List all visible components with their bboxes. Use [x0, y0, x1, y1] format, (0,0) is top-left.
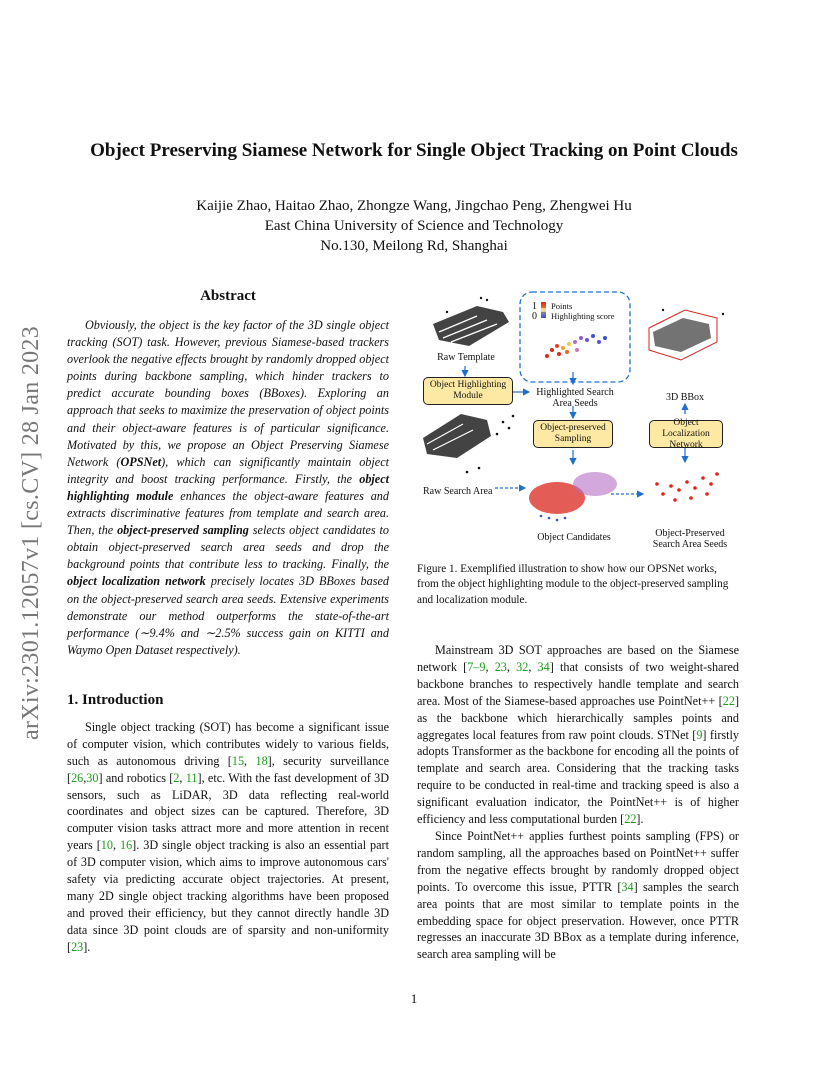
citation-link[interactable]: 9 — [696, 727, 703, 742]
3d-bbox-label: 3D BBox — [665, 392, 705, 403]
citation-link[interactable]: 30 — [86, 770, 99, 785]
citation-link[interactable]: 32 — [516, 659, 529, 674]
object-localization-network-box: Object Localization Network — [649, 420, 723, 448]
citation-link[interactable]: 22 — [624, 812, 637, 827]
citation-link[interactable]: 26 — [71, 770, 84, 785]
raw-search-area-cloud — [423, 414, 514, 473]
highlighted-seeds-cloud — [545, 334, 607, 358]
paper-title: Object Preserving Siamese Network for Single Object Tracking on Point Clouds — [90, 140, 738, 161]
raw-search-area-label: Raw Search Area — [423, 486, 493, 497]
right-column — [417, 288, 739, 608]
abstract-heading: Abstract — [200, 288, 256, 304]
raw-template-label: Raw Template — [437, 352, 495, 363]
citation-link[interactable]: 15 — [231, 753, 245, 768]
affiliation: East China University of Science and Technology — [264, 218, 564, 234]
citation-link[interactable]: 34 — [537, 659, 550, 674]
legend-low-value: 0 — [532, 311, 537, 322]
citation-link[interactable]: 18 — [255, 753, 268, 768]
citation-link[interactable]: 16 — [119, 838, 133, 853]
section-heading-introduction: 1. Introduction — [67, 691, 164, 708]
3d-bbox-cloud — [649, 309, 724, 360]
object-preserved-sampling-box: Object-preserved Sampling — [533, 420, 613, 448]
legend-points-label: Points — [551, 301, 573, 311]
citation-link[interactable]: 10 — [100, 838, 113, 853]
page-number: 1 — [410, 991, 418, 1006]
abstract-text: Obviously, the object is the key factor of the 3D single object tracking (SOT) task. However, previous Siamese-based trackers overlook the negative effects brought by randomly dropped object points during backbone sampling, which hinder trackers to predict accurate bounding boxes (BBoxes). Exploring an approach that seeks to maximize the preservation of object points and their object-aware features is of particular significance. Motivated by this, we propose an Object Preserving Siamese Network (OPSNet), which can significantly maintain object integrity and boost tracking performance. Firstly, the object highlighting module enhances the object-aware features and extracts discriminative features from template and search area. Then, the object-preserved sampling selects object candidates to obtain object-preserved search area seeds and drop the background points that contribute less to tracking. Finally, the object localization network precisely locates 3D BBoxes based on the object-preserved search area seeds. Extensive experiments demonstrate our method outperforms the state-of-the-art performance (∼9.4% and ∼2.5% success gain on KITTI and Waymo Open Dataset respectively). — [67, 318, 389, 657]
address: No.130, Meilong Rd, Shanghai — [320, 238, 508, 254]
citation-link[interactable]: 11 — [185, 770, 198, 785]
object-preserved-seeds-cloud — [655, 472, 719, 502]
object-candidates-cloud — [529, 472, 617, 521]
figure-1-caption: Figure 1. Exemplified illustration to show how our OPSNet works, from the object highlighting module to the object-preserved sampling and localization module. — [417, 563, 729, 606]
citation-link[interactable]: 2 — [173, 770, 180, 785]
introduction-paragraph: Single object tracking (SOT) has become a significant issue of computer vision, which contributes widely to various fields, such as autonomous driving [15, 18], security surveillance [26,30] and robotics [2, 11], etc. With the fast development of 3D sensors, such as LiDAR, 3D data reflecting real-world coordinates and object sizes can be captured. Therefore, 3D computer vision tasks attract more and more attention in recent years [10, 16]. 3D single object tracking is also an essential part of 3D computer vision, which aims to improve autonomous cars' safety via predicting accurate object trajectories. At present, many 2D single object tracking algorithms have been proposed and proved their efficiency, but they cannot directly handle 3D data since 3D point clouds are of sparsity and non-uniformity [23]. — [67, 719, 390, 954]
siamese-paragraph: Mainstream 3D SOT approaches are based on the Siamese network [7–9, 23, 32, 34] that consists of two weight-shared backbone branches to respectively handle template and search area. Most of the Siamese-based approaches use PointNet++ [22] as the backbone which hierarchically samples points and aggregates local features from raw point clouds. STNet [9] firstly adopts Transformer as the backbone for encoding all the points of template and search area. Considering that the tracking tasks require to be conducted in real-time and tracking speed is also a significant evaluation indicator, the PointNet++ is of higher efficiency and less computational burden [22]. — [417, 643, 740, 827]
object-highlighting-module-box: Object Highlighting Module — [423, 377, 513, 405]
raw-template-point-cloud — [433, 297, 509, 346]
legend-score-label: Highlighting score — [551, 311, 615, 321]
legend-high-value: 1 — [532, 301, 537, 312]
highlighted-seeds-label: Highlighted Search Area Seeds — [536, 387, 614, 409]
citation-link[interactable]: 34 — [621, 879, 634, 894]
author-names: Kaijie Zhao, Haitao Zhao, Zhongze Wang, Jingchao Peng, Zhengwei Hu — [196, 198, 632, 214]
author-block — [0, 196, 828, 256]
figure-1 — [417, 288, 739, 558]
citation-link[interactable]: 23 — [71, 939, 84, 954]
arxiv-stamp: arXiv:2301.12057v1 [cs.CV] 28 Jan 2023 — [18, 325, 44, 740]
object-preserved-seeds-label: Object-Preserved Search Area Seeds — [652, 528, 728, 550]
citation-link[interactable]: 22 — [722, 693, 735, 708]
object-candidates-label: Object Candidates — [537, 532, 611, 543]
citation-link[interactable]: 23 — [494, 659, 507, 674]
left-column — [67, 288, 389, 956]
citation-link[interactable]: 7–9 — [467, 659, 486, 674]
pointnet-paragraph: Since PointNet++ applies furthest points sampling (FPS) or random sampling, all the approaches based on PointNet++ suffer from the negative effects brought by randomly dropped object points. To overcome this issue, PTTR [34] samples the search area points that are most similar to template points in the embedding space for object preservation. However, once PTTR regresses an inaccurate 3D BBox as a template during inference, search area sampling will be — [417, 828, 739, 962]
right-body-text — [417, 642, 739, 963]
